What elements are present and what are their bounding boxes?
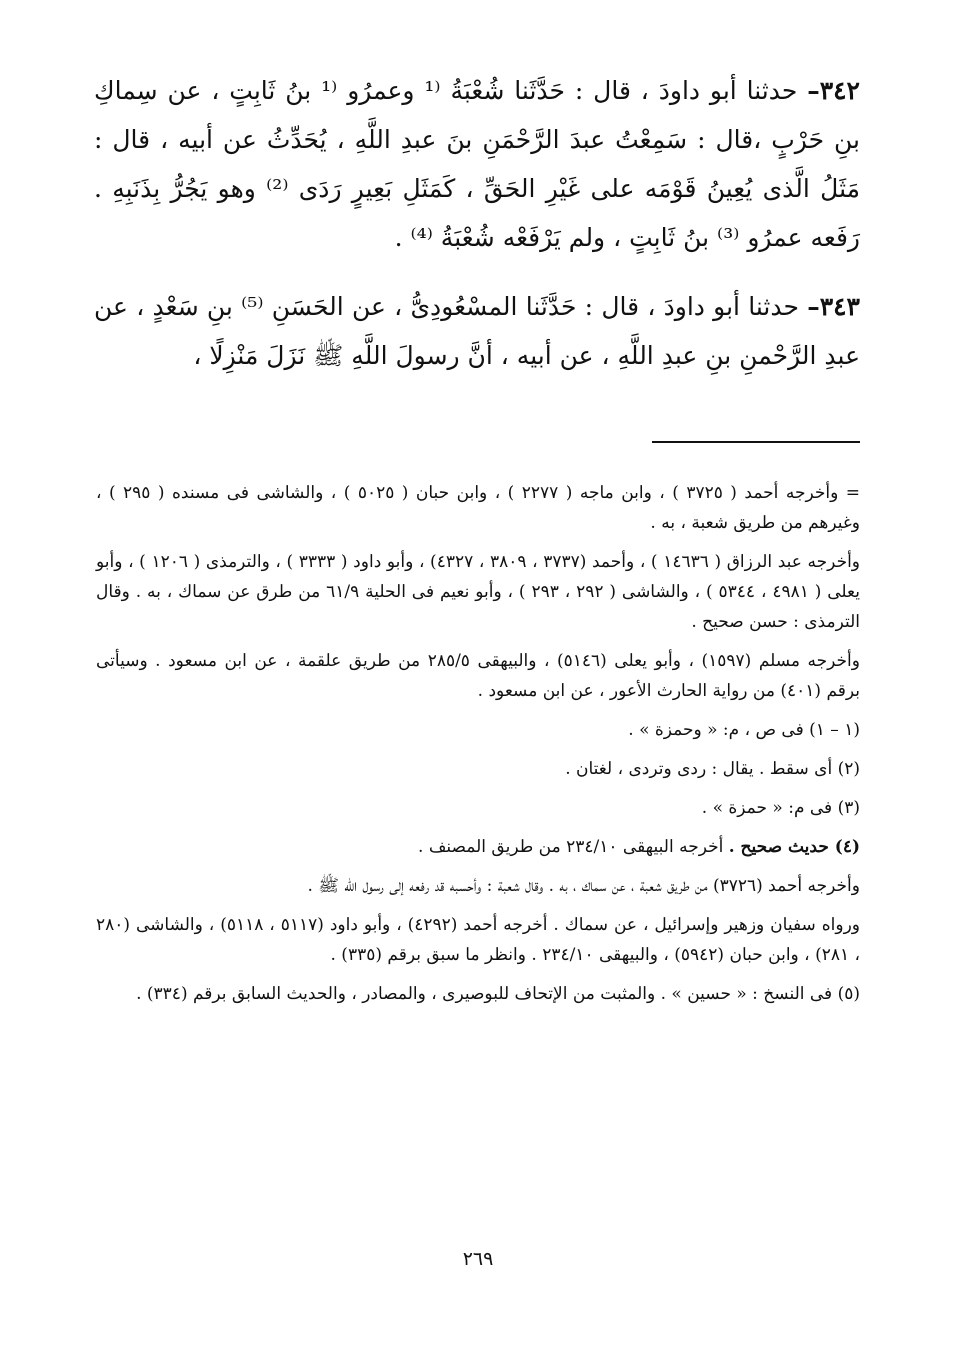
- footnote: (٣) فى م: « حمزة » .: [701, 798, 860, 818]
- footnote-label: (٤) حديث صحيح .: [728, 837, 860, 857]
- page-number: ٢٦٩: [462, 1248, 494, 1270]
- footnotes: [96, 478, 860, 1009]
- footnote: وأخرجه أحمد (٣٧٢٦) من طريق شعبة ، عن سماك ، به . وقال شعبة : وأحسبه قد رفعه إلى رسول الله ﷺ .: [307, 876, 860, 896]
- hadith-number: ٣٤٣–: [807, 292, 860, 321]
- hadith-342: [94, 66, 860, 262]
- footnote: (٥) فى النسخ : « حسين » . والمثبت من الإتحاف للبوصيرى ، والمصادر ، والحديث السابق برقم (٣٣٤) .: [136, 984, 860, 1004]
- footnote: ورواه سفيان وزهير وإسرائيل ، عن سماك . أخرجه أحمد (٤٢٩٢) ، وأبو داود (٥١١٧ ، ٥١١٨) ، والشاشى (٢٨٠ ، ٢٨١) ، وابن حبان (٥٩٤٢) ، والبيهقى ٢٣٤/١٠ . وانظر ما سبق برقم (٣٣٥) .: [96, 915, 860, 965]
- main-text: [94, 66, 860, 380]
- footnote: (٢) أى سقط . يقال : ردى وتردى ، لغتان .: [565, 759, 860, 779]
- hadith-343: [94, 282, 860, 380]
- hadith-number: ٣٤٢–: [807, 76, 860, 105]
- footnote-separator: [652, 441, 860, 443]
- footnote: [96, 832, 860, 862]
- footnote: وأخرجه مسلم (١٥٩٧) ، وأبو يعلى (٥١٤٦) ، والبيهقى ٢٨٥/٥ من طريق علقمة ، عن ابن مسعود . وسيأتى برقم (٤٠١) من رواية الحارث الأعور ، عن ابن مسعود .: [96, 651, 860, 701]
- hadith-text: حدثنا أبو داودَ ، قال : حَدَّثَنا المسْعُودِىُّ ، عن الحَسَنِ ⁽⁵⁾ بنِ سَعْدٍ ، عن عبدِ الرَّحْمنِ بنِ عبدِ اللَّهِ ، عن أبيه ، أنَّ رسولَ اللَّهِ ﷺ نَزَلَ مَنْزِلًا ،: [94, 292, 860, 370]
- footnote: = وأخرجه أحمد ( ٣٧٢٥ ) ، وابن ماجه ( ٢٢٧٧ ) ، وابن حبان ( ٥٠٢٥ ) ، والشاشى فى مسنده ( ٢٩٥ ) ، وغيرهم من طريق شعبة ، به .: [96, 483, 860, 533]
- footnote: (١ – ١) فى ص ، م: « وحمزة » .: [628, 720, 860, 740]
- footnote: وأخرجه عبد الرزاق ( ١٤٦٣٦ ) ، وأحمد (٣٧٣٧ ، ٣٨٠٩ ، ٤٣٢٧) ، وأبو داود ( ٣٣٣٣ ) ، والترمذى ( ١٢٠٦ ) ، وأبو يعلى ( ٤٩٨١ ، ٥٣٤٤ ) ، والشاشى ( ٢٩٢ ، ٢٩٣ ) ، وأبو نعيم فى الحلية ٦١/٩ من طرق عن سماك ، به . وقال الترمذى : حسن صحيح .: [96, 552, 861, 632]
- hadith-text: حدثنا أبو داودَ ، قال : حَدَّثَنا شُعْبَةُ ⁽¹ وعمرُو ⁽¹ بنُ ثَابِتٍ ، عن سِماكِ بنِ حَرْبٍ ،قال : سَمِعْتُ عبدَ الرَّحْمَنِ بنَ عبدِ اللَّهِ ، يُحَدِّثُ عن أبيه ، قال : مَثَلُ الَّذى يُعِينُ قَوْمَه على غَيْرِ الحَقِّ ، كَمَثَلِ بَعِيرٍ رَدَى ⁽²⁾ وهو يَجُرُّ بِذَنَبِهِ . رَفَعه عمرُو ⁽³⁾ بنُ ثَابِتٍ ، ولم يَرْفَعْه شُعْبَةُ ⁽⁴⁾ .: [94, 76, 861, 252]
- footnote-text: أخرجه البيهقى ٢٣٤/١٠ من طريق المصنف .: [418, 837, 724, 857]
